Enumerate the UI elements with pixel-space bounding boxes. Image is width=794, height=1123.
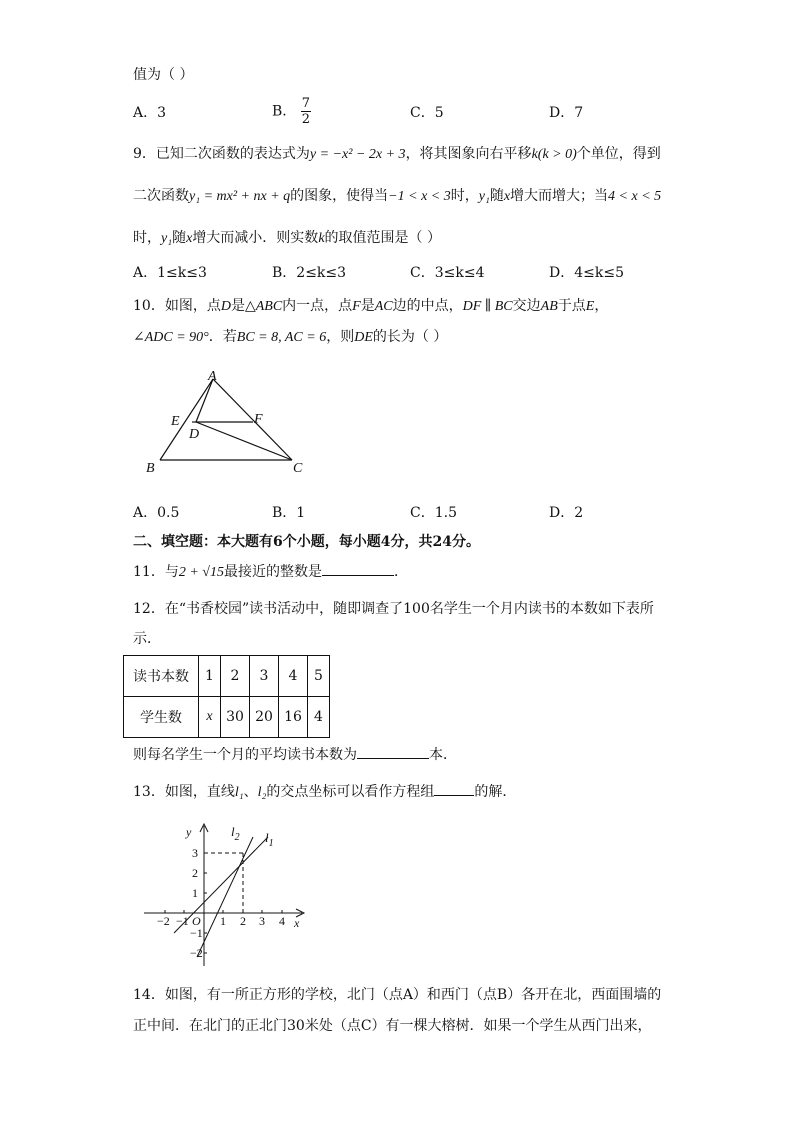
q11-text: ． — [393, 564, 408, 580]
q9-text: 时， — [450, 188, 479, 204]
table-cell: 2 — [221, 656, 250, 697]
q9-text: 时， — [133, 230, 161, 246]
q9-text: 增大而增大；当 — [510, 188, 609, 204]
table-cell: 学生数 — [124, 697, 199, 738]
q9-formula: y₁ = mx² + nx + q — [189, 189, 291, 204]
segment-ab — [160, 379, 213, 460]
q10-option-d: D．2 — [549, 505, 584, 521]
table-row — [124, 656, 330, 697]
table-cell: x — [199, 697, 221, 738]
q9-text: 个单位，得到 — [576, 146, 661, 162]
q11 — [133, 563, 408, 582]
q10-text: ．若 — [208, 329, 237, 345]
q10-segment: AB — [540, 299, 558, 314]
q10-text: 内一点，点 — [282, 298, 353, 314]
table-cell: 30 — [221, 697, 250, 738]
q10-point: F — [352, 299, 361, 314]
q10-condition: BC = 8, AC = 6 — [236, 330, 327, 345]
q9-text: 9．已知二次函数的表达式为 — [133, 146, 310, 162]
q9-x: x — [186, 231, 193, 246]
q9-text: 随 — [489, 188, 504, 204]
q8-option-b — [272, 96, 311, 127]
q9-option-a: A．1≤k≤3 — [133, 265, 207, 281]
label-f: F — [254, 412, 263, 427]
q9-x: x — [503, 189, 511, 204]
q8-option-b-fraction — [301, 96, 311, 127]
q9-line-3 — [133, 229, 441, 248]
q10-text: ，则 — [326, 329, 355, 345]
q9-range: −1 < x < 3 — [388, 189, 451, 204]
l1-label: $l_1$ — [265, 830, 274, 849]
q10-text: 是 — [230, 298, 245, 314]
label-c: C — [293, 461, 303, 476]
q9-text: 增大而减小．则实数 — [192, 230, 319, 246]
origin-label: O — [192, 914, 201, 928]
section-heading: 二、填空题：本大题有6个小题，每小题4分，共24分。 — [133, 534, 480, 550]
x-tick-label: 3 — [259, 914, 265, 928]
q10-parallel: DF ∥ BC — [462, 299, 513, 314]
q9-y: y₁ — [161, 231, 173, 246]
q8-option-c: C．5 — [410, 105, 444, 121]
q13-line-l2: l₂ — [257, 785, 267, 800]
q10-line-2 — [133, 328, 447, 347]
label-e: E — [171, 414, 180, 429]
q13-text: 、 — [243, 784, 258, 800]
q10-text: ， — [594, 298, 609, 314]
q13-line-l1: l₁ — [234, 785, 244, 800]
q12-text: 本． — [429, 747, 457, 763]
q9-y: y₁ — [478, 189, 490, 204]
fraction-numerator: 7 — [301, 96, 311, 111]
q9-k: k — [318, 231, 325, 246]
q10-text: 的长为（ ） — [372, 329, 448, 345]
table-cell: 1 — [199, 656, 221, 697]
table-cell: 4 — [308, 697, 330, 738]
q13-answer-blank[interactable] — [434, 783, 474, 796]
q9-text: 随 — [172, 230, 187, 246]
q10-text: 边的中点， — [392, 298, 463, 314]
q12-text: 则每名学生一个月的平均读书本数为 — [133, 747, 357, 763]
segment-ac — [213, 379, 292, 460]
q10-point: D — [220, 299, 231, 314]
x-tick-label: −1 — [176, 914, 189, 928]
q9-text: 二次函数 — [133, 188, 189, 204]
x-tick-label: 4 — [279, 914, 285, 928]
q10-angle: ∠ADC = 90° — [133, 330, 209, 345]
q9-option-d: D．4≤k≤5 — [549, 265, 624, 281]
table-cell: 16 — [279, 697, 308, 738]
label-d: D — [189, 427, 200, 442]
q8-option-b-label: B． — [272, 103, 297, 120]
x-tick-label: 2 — [240, 914, 246, 928]
q13-text: 的交点坐标可以看作方程组 — [266, 784, 435, 800]
label-b: B — [146, 461, 155, 476]
q14-line-2: 正中间．在北门的正北门30米处（点C）有一棵大榕树．如果一个学生从西门出来， — [133, 1018, 652, 1034]
table-cell: 3 — [250, 656, 279, 697]
q9-formula: y = −x² − 2x + 3 — [309, 147, 406, 162]
q9-k: k(k > 0) — [531, 147, 577, 162]
y-tick-label: 3 — [192, 846, 198, 860]
q12-line-1: 12．在“书香校园”读书活动中，随即调查了100名学生一个月内读书的本数如下表所 — [133, 601, 654, 617]
q11-text: 11．与 — [133, 564, 179, 580]
q8-option-a: A．3 — [133, 105, 167, 121]
table-row — [124, 697, 330, 738]
q10-line-1 — [133, 297, 608, 316]
fraction-denominator: 2 — [301, 112, 311, 127]
q12-answer-blank[interactable] — [357, 746, 429, 759]
y-axis-label: y — [186, 825, 192, 839]
q10-option-c: C．1.5 — [410, 505, 457, 521]
label-a: A — [208, 369, 217, 384]
q10-text: 交边 — [512, 298, 541, 314]
q9-text: 的图象，使得当 — [290, 188, 389, 204]
x-axis-label: x — [294, 916, 300, 930]
q9-line-2 — [133, 187, 661, 206]
q10-triangle: △ABC — [244, 299, 283, 314]
q10-option-a: A．0.5 — [133, 505, 180, 521]
q9-option-c: C．3≤k≤4 — [410, 265, 485, 281]
x-tick-label: 1 — [220, 914, 226, 928]
table-cell: 读书本数 — [124, 656, 199, 697]
q9-text: ，将其图象向右平移 — [405, 146, 532, 162]
l2-label: $l_2$ — [231, 824, 240, 843]
q10-point: E — [585, 299, 595, 314]
q11-text: 最接近的整数是 — [223, 564, 322, 580]
q10-text: 于点 — [557, 298, 586, 314]
q14-line-1: 14．如图，有一所正方形的学校，北门（点A）和西门（点B）各开在北，西面围墙的 — [133, 987, 662, 1003]
y-tick-label: 1 — [192, 886, 198, 900]
q13-text: 的解． — [474, 784, 517, 800]
q11-answer-blank[interactable] — [322, 563, 394, 576]
q13-text: 13．如图，直线 — [133, 784, 235, 800]
q13 — [133, 783, 516, 802]
q9-range: 4 < x < 5 — [608, 189, 662, 204]
q11-expression: 2 + √15 — [178, 565, 224, 580]
q12-table — [123, 655, 330, 738]
q12-line-2: 示． — [133, 631, 161, 647]
q8-tail: 值为（ ） — [133, 67, 194, 83]
table-cell: 5 — [308, 656, 330, 697]
x-tick-label: −2 — [157, 914, 170, 928]
q10-text: 10．如图，点 — [133, 298, 221, 314]
q10-text: 是 — [360, 298, 375, 314]
q10-option-b: B．1 — [272, 505, 306, 521]
q10-segment: AC — [374, 299, 393, 314]
y-tick-label: −1 — [190, 926, 203, 940]
y-tick-label: −2 — [190, 946, 203, 960]
table-cell: 20 — [250, 697, 279, 738]
line-l2 — [197, 837, 253, 957]
q10-triangle-figure — [140, 368, 320, 480]
y-tick-label: 2 — [192, 866, 198, 880]
table-cell: 4 — [279, 656, 308, 697]
q12-after — [133, 746, 457, 764]
q9-option-b: B．2≤k≤3 — [272, 265, 347, 281]
q10-segment: DE — [354, 330, 373, 345]
q9-text: 的取值范围是（ ） — [324, 230, 441, 246]
q8-option-d: D．7 — [549, 105, 584, 121]
segment-dc — [196, 422, 292, 460]
q9-line-1 — [133, 145, 661, 164]
q13-coordinate-graph — [140, 820, 320, 970]
